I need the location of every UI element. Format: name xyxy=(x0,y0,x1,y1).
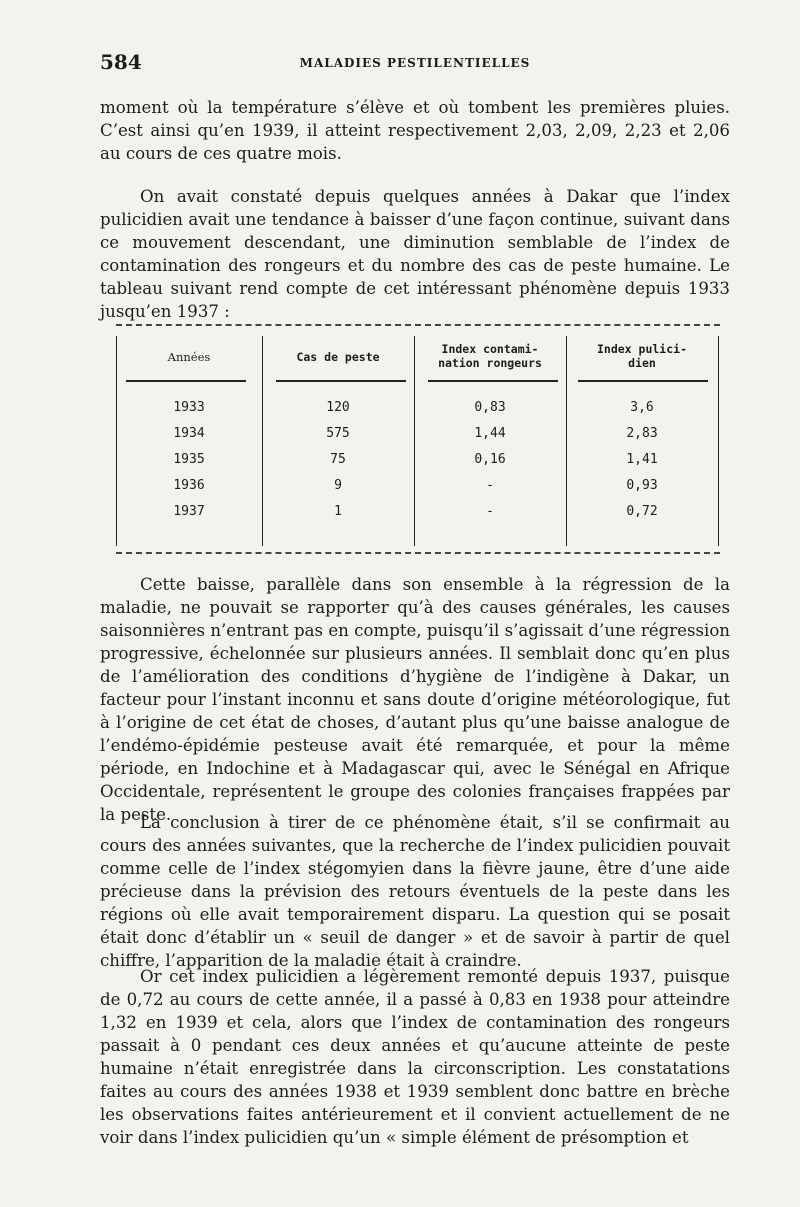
cell-rodent-index: - xyxy=(486,478,494,493)
cell-year: 1933 xyxy=(173,400,205,415)
cell-year: 1934 xyxy=(173,426,205,441)
cell-rodent-index: 1,44 xyxy=(474,426,506,441)
header-cases: Cas de peste xyxy=(296,350,380,364)
page-number: 584 xyxy=(100,50,142,74)
cell-rodent-index: 0,16 xyxy=(474,452,506,467)
cell-year: 1937 xyxy=(173,504,205,519)
cell-year: 1935 xyxy=(173,452,205,467)
table-row xyxy=(116,452,720,476)
cell-flea-index: 2,83 xyxy=(626,426,658,441)
cell-cases: 575 xyxy=(326,426,350,441)
cell-cases: 75 xyxy=(330,452,346,467)
cell-cases: 1 xyxy=(334,504,342,519)
header-flea-index: Index pulici- dien xyxy=(596,342,687,370)
header-rule xyxy=(126,380,246,382)
table-row xyxy=(116,400,720,424)
running-title: MALADIES PESTILENTIELLES xyxy=(299,56,531,70)
paragraph-4: La conclusion à tirer de ce phénomène était, s’il se confirmait au cours des années suivantes, que la recherche de l’index pulicidien pouvait comme celle de l’index stégomyien dans la fièvre jaune, être d’une aide précieuse dans la prévision des retours éventuels de la peste dans les régions où elle avait temporairement disparu. La question qui se posait était donc d’établir un « seuil de danger » et de savoir à partir de quel chiffre, l’apparition de la maladie était à craindre. xyxy=(100,813,730,970)
cell-flea-index: 3,6 xyxy=(630,400,654,415)
table-top-dashed-rule xyxy=(116,324,720,326)
header-rule xyxy=(428,380,558,382)
header-rule xyxy=(578,380,708,382)
data-table xyxy=(116,320,720,560)
cell-year: 1936 xyxy=(173,478,205,493)
table-bottom-dashed-rule xyxy=(116,552,720,554)
header-years: Années xyxy=(167,350,211,364)
cell-flea-index: 0,72 xyxy=(626,504,658,519)
cell-cases: 9 xyxy=(334,478,342,493)
table-row xyxy=(116,426,720,450)
cell-flea-index: 0,93 xyxy=(626,478,658,493)
page-header xyxy=(100,50,730,80)
cell-flea-index: 1,41 xyxy=(626,452,658,467)
header-rule xyxy=(276,380,406,382)
cell-cases: 120 xyxy=(326,400,350,415)
paragraph-5: Or cet index pulicidien a légèrement remonté depuis 1937, puisque de 0,72 au cours de cette année, il a passé à 0,83 en 1938 pour atteindre 1,32 en 1939 et cela, alors que l’index de contamination des rongeurs passait à 0 pendant ces deux années et qu’aucune atteinte de peste humaine n’était enregistrée dans la circonscription. Les constatations faites au cours des années 1938 et 1939 semblent donc battre en brèche les observations faites antérieurement et il convient actuellement de ne voir dans l’index pulicidien qu’un « simple élément de présomption et xyxy=(100,967,730,1147)
cell-rodent-index: - xyxy=(486,504,494,519)
paragraph-2: On avait constaté depuis quelques années à Dakar que l’index pulicidien avait une tendance à baisser d’une façon continue, suivant dans ce mouvement descendant, une diminution semblable de l’index de contamination des rongeurs et du nombre des cas de peste humaine. Le tableau suivant rend compte de cet intéressant phénomène depuis 1933 jusqu’en 1937 : xyxy=(100,187,730,321)
header-rodent-index: Index contami- nation rongeurs xyxy=(438,342,542,370)
table-row xyxy=(116,504,720,528)
table-row xyxy=(116,478,720,502)
paragraph-3: Cette baisse, parallèle dans son ensemble à la régression de la maladie, ne pouvait se rapporter qu’à des causes générales, les causes saisonnières n’entrant pas en compte, puisqu’il s’agissait d’une régression progressive, échelonnée sur plusieurs années. Il semblait donc qu’en plus de l’amélioration des conditions d’hygiène de l’indigène à Dakar, un facteur pour l’instant inconnu et sans doute d’origine météorologique, fut à l’origine de cet état de choses, d’autant plus qu’une baisse analogue de l’endémo-épidémie pesteuse avait été remarquée, et pour la même période, en Indochine et à Madagascar qui, avec le Sénégal en Afrique Occidentale, représentent le groupe des colonies françaises frappées par la peste. xyxy=(100,575,730,824)
cell-rodent-index: 0,83 xyxy=(474,400,506,415)
paragraph-1: moment où la température s’élève et où tombent les premières pluies. C’est ainsi qu’en 1939, il atteint respectivement 2,03, 2,09, 2,23 et 2,06 au cours de ces quatre mois. xyxy=(100,98,730,163)
